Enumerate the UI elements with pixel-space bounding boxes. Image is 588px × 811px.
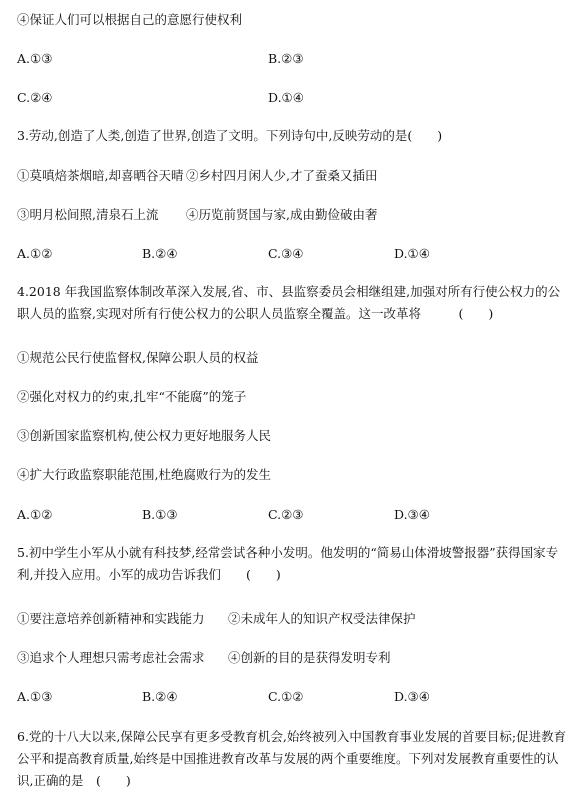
q4-option-b: B.①③ [142, 507, 178, 522]
q4-option-d: D.③④ [394, 507, 430, 522]
q3-statement-3: ③明月松间照,清泉石上流 [17, 207, 159, 222]
q5-statement-4: ④创新的目的是获得发明专利 [228, 650, 391, 665]
question-6-stem: 6.党的十八大以来,保障公民享有更多受教育机会,始终被列入中国教育事业发展的首要目标;促进教育公平和提高教育质量,始终是中国推进教育改革与发展的两个重要维度。下列对发展教育重要性的认识,正确的是 ( ) [17, 729, 567, 788]
q3-option-d: D.①④ [394, 246, 430, 261]
option-d: D.①④ [268, 90, 304, 105]
q5-option-a: A.①③ [17, 689, 53, 704]
question-3-stem: 3.劳动,创造了人类,创造了世界,创造了文明。下列诗句中,反映劳动的是( ) [17, 128, 443, 143]
q4-statement-3: ③创新国家监察机构,使公权力更好地服务人民 [17, 428, 271, 443]
q5-option-d: D.③④ [394, 689, 430, 704]
option-c: C.②④ [17, 90, 53, 105]
q5-option-b: B.②④ [142, 689, 178, 704]
q3-statement-2: ②乡村四月闲人少,才了蚕桑又插田 [186, 168, 378, 183]
question-5-stem: 5.初中学生小军从小就有科技梦,经常尝试各种小发明。他发明的“简易山体滑坡警报器”获得国家专利,并投入应用。小军的成功告诉我们 ( ) [17, 545, 559, 582]
question-4-stem: 4.2018 年我国监察体制改革深入发展,省、市、县监察委员会相继组建,加强对所有行使公权力的公职人员的监察,实现对所有行使公权力的公职人员监察全覆盖。这一改革将 ( ) [17, 284, 561, 321]
q4-option-a: A.①② [17, 507, 53, 522]
q5-statement-3: ③追求个人理想只需考虑社会需求 [17, 650, 205, 665]
q3-option-c: C.③④ [268, 246, 304, 261]
q4-option-c: C.②③ [268, 507, 304, 522]
q4-statement-1: ①规范公民行使监督权,保障公职人员的权益 [17, 350, 259, 365]
q5-option-c: C.①② [268, 689, 304, 704]
q4-statement-4: ④扩大行政监察职能范围,杜绝腐败行为的发生 [17, 467, 271, 482]
q5-statement-2: ②未成年人的知识产权受法律保护 [228, 611, 416, 626]
q3-statement-1: ①莫嗔焙茶烟暗,却喜晒谷天晴 [17, 168, 184, 183]
q3-option-b: B.②④ [142, 246, 178, 261]
q5-statement-1: ①要注意培养创新精神和实践能力 [17, 611, 205, 626]
q4-statement-2: ②强化对权力的约束,扎牢“不能腐”的笼子 [17, 389, 247, 404]
statement-4: ④保证人们可以根据自己的意愿行使权利 [17, 12, 243, 27]
option-b: B.②③ [268, 51, 304, 66]
q3-option-a: A.①② [17, 246, 53, 261]
option-a: A.①③ [17, 51, 53, 66]
q3-statement-4: ④历览前贤国与家,成由勤俭破由奢 [186, 207, 378, 222]
